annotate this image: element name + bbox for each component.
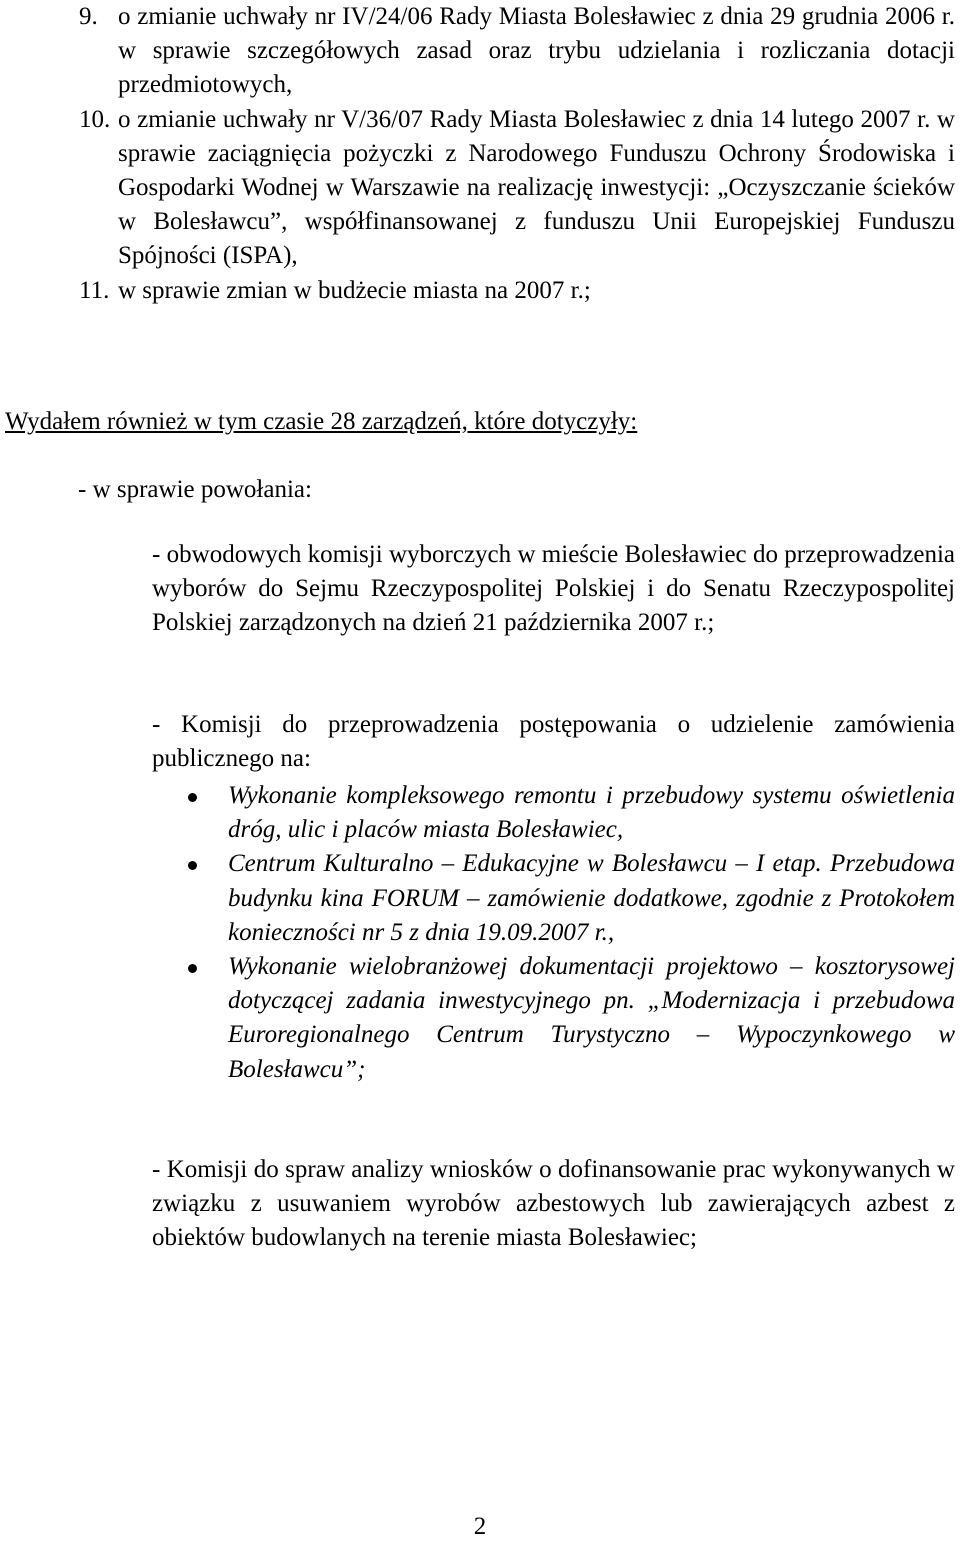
list-item-number: 10. (79, 105, 111, 133)
list-item (0, 0, 960, 103)
subsection-label: - w sprawie powołania: (78, 476, 312, 503)
list-item-text: o zmianie uchwały nr V/36/07 Rady Miasta Bolesławiec z dnia 14 lutego 2007 r. w sprawie zaciągnięcia pożyczki z Narodowego Funduszu Ochrony Środowiska i Gospodarki Wodnej w Warszawie na realizację inwestycji: „Oczyszczanie ścieków w Bolesławcu”, współfinansowanej z funduszu Unii Europejskiej Funduszu Spójności (ISPA), (118, 105, 955, 270)
paragraph-election-commissions: - obwodowych komisji wyborczych w mieście Bolesławiec do przeprowadzenia wyborów do Sejmu Rzeczypospolitej Polskiej i do Senatu Rzeczypospolitej Polskiej zarządzonych na dzień 21 października 2007 r.; (152, 541, 955, 637)
bullet-text: Centrum Kulturalno – Edukacyjne w Bolesławcu – I etap. Przebudowa budynku kina FORUM – zamówienie dodatkowe, zgodnie z Protokołem konieczności nr 5 z dnia 19.09.2007 r., (228, 850, 955, 946)
bullet-item (152, 779, 955, 847)
section-heading: Wydałem również w tym czasie 28 zarządzeń, które dotyczyły: (5, 408, 638, 435)
bullet-text: Wykonanie kompleksowego remontu i przebudowy systemu oświetlenia dróg, ulic i placów miasta Bolesławiec, (228, 782, 955, 844)
bullet-icon (188, 964, 197, 973)
paragraph-procurement-commission: - Komisji do przeprowadzenia postępowania o udzielenie zamówienia publicznego na: (152, 711, 955, 773)
list-item (0, 274, 960, 308)
list-item-text: w sprawie zmian w budżecie miasta na 2007 r.; (118, 276, 591, 304)
paragraph-asbestos-commission: - Komisji do spraw analizy wniosków o dofinansowanie prac wykonywanych w związku z usuwaniem wyrobów azbestowych lub zawierających azbest z obiektów budowlanych na terenie miasta Bolesławiec; (152, 1156, 955, 1252)
bullet-item (152, 847, 955, 950)
list-item-number: 9. (79, 3, 98, 30)
bullet-icon (188, 793, 197, 802)
list-item (0, 103, 960, 274)
bullet-item (152, 950, 955, 1087)
bullet-text: Wykonanie wielobranżowej dokumentacji projektowo – kosztorysowej dotyczącej zadania inwestycyjnego pn. „Modernizacja i przebudowa Euroregionalnego Centrum Turystyczno – Wypoczynkowego w Bolesławcu”; (228, 953, 955, 1083)
list-item-text: o zmianie uchwały nr IV/24/06 Rady Miasta Bolesławiec z dnia 29 grudnia 2006 r. w sprawie szczegółowych zasad oraz trybu udzielania i rozliczania dotacji przedmiotowych, (118, 3, 955, 99)
bullet-icon (188, 861, 197, 870)
numbered-list (0, 0, 960, 308)
page-number: 2 (473, 1513, 487, 1540)
bullet-list (152, 779, 955, 1087)
list-item-number: 11. (79, 276, 110, 304)
